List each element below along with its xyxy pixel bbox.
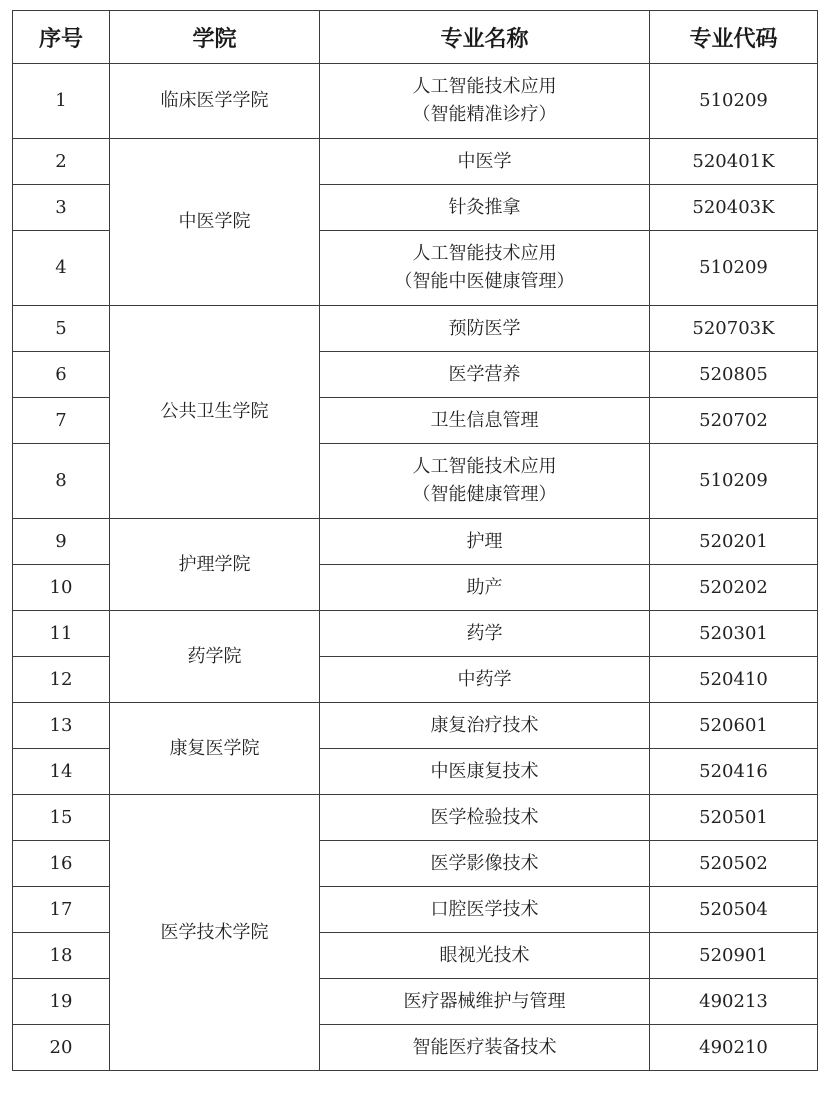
table-body [13,64,818,1071]
row-index: 8 [13,444,110,519]
major-cell [320,979,650,1025]
major-cell [320,519,650,565]
major-code: 490213 [650,979,818,1025]
major-code: 520504 [650,887,818,933]
major-code: 520410 [650,657,818,703]
major-name-line: 口腔医学技术 [430,898,539,920]
major-name-line: 医学检验技术 [430,806,539,828]
row-index: 19 [13,979,110,1025]
table-row [13,703,818,749]
major-cell [320,231,650,306]
major-name-line: （智能中医健康管理） [394,271,575,292]
major-name-line: 护理 [466,530,503,552]
major-code: 520403K [650,185,818,231]
major-name-line: 助产 [466,576,503,598]
row-index: 16 [13,841,110,887]
major-name-line: （智能精准诊疗） [412,104,557,125]
major-cell [320,887,650,933]
major-cell [320,795,650,841]
major-code: 520601 [650,703,818,749]
table-row [13,519,818,565]
major-cell [320,398,650,444]
table-row [13,139,818,185]
major-cell [320,352,650,398]
header-college: 学院 [110,11,320,64]
header-code: 专业代码 [650,11,818,64]
major-code: 520201 [650,519,818,565]
row-index: 12 [13,657,110,703]
major-cell [320,611,650,657]
major-name-line: 中医学 [457,150,512,172]
row-index: 4 [13,231,110,306]
row-index: 3 [13,185,110,231]
college-cell: 护理学院 [110,519,320,611]
major-code: 520202 [650,565,818,611]
major-code: 520703K [650,306,818,352]
major-name-line: 中药学 [457,668,512,690]
row-index: 2 [13,139,110,185]
major-code: 520805 [650,352,818,398]
row-index: 11 [13,611,110,657]
majors-table [12,10,818,1071]
major-code: 510209 [650,64,818,139]
table-row [13,795,818,841]
major-name-line: 人工智能技术应用 [412,456,557,477]
college-cell: 康复医学院 [110,703,320,795]
table-row [13,611,818,657]
major-name-line: 药学 [466,622,503,644]
major-code: 510209 [650,444,818,519]
header-index: 序号 [13,11,110,64]
major-name-line: 眼视光技术 [439,944,530,966]
major-cell [320,565,650,611]
major-code: 520301 [650,611,818,657]
major-cell [320,444,650,519]
major-cell [320,841,650,887]
major-cell [320,1025,650,1071]
row-index: 5 [13,306,110,352]
college-cell: 中医学院 [110,139,320,306]
major-name-line: 康复治疗技术 [430,714,539,736]
major-name-line: 人工智能技术应用 [412,76,557,97]
major-code: 520401K [650,139,818,185]
row-index: 14 [13,749,110,795]
table-row [13,64,818,139]
row-index: 7 [13,398,110,444]
major-name-line: 针灸推拿 [448,196,521,218]
major-code: 510209 [650,231,818,306]
major-name-line: 医学影像技术 [430,852,539,874]
major-cell [320,306,650,352]
row-index: 1 [13,64,110,139]
major-code: 520502 [650,841,818,887]
row-index: 9 [13,519,110,565]
row-index: 13 [13,703,110,749]
major-name-line: 医疗器械维护与管理 [403,990,566,1012]
header-row [13,11,818,64]
major-cell [320,703,650,749]
major-name-line: 中医康复技术 [430,760,539,782]
college-cell: 药学院 [110,611,320,703]
major-cell [320,657,650,703]
major-name-line: 智能医疗装备技术 [412,1036,557,1058]
header-major: 专业名称 [320,11,650,64]
major-name-line: 医学营养 [448,363,521,385]
major-name-line: （智能健康管理） [412,484,557,505]
major-code: 520501 [650,795,818,841]
major-code: 520702 [650,398,818,444]
row-index: 15 [13,795,110,841]
row-index: 6 [13,352,110,398]
major-code: 490210 [650,1025,818,1071]
major-name-line: 预防医学 [448,317,521,339]
major-code: 520416 [650,749,818,795]
row-index: 20 [13,1025,110,1071]
major-cell [320,64,650,139]
major-cell [320,933,650,979]
college-cell: 临床医学学院 [110,64,320,139]
major-name-line: 人工智能技术应用 [412,243,557,264]
major-cell [320,185,650,231]
college-cell: 医学技术学院 [110,795,320,1071]
table-row [13,306,818,352]
college-cell: 公共卫生学院 [110,306,320,519]
major-cell [320,749,650,795]
row-index: 10 [13,565,110,611]
row-index: 18 [13,933,110,979]
major-name-line: 卫生信息管理 [430,409,539,431]
row-index: 17 [13,887,110,933]
major-code: 520901 [650,933,818,979]
major-cell [320,139,650,185]
